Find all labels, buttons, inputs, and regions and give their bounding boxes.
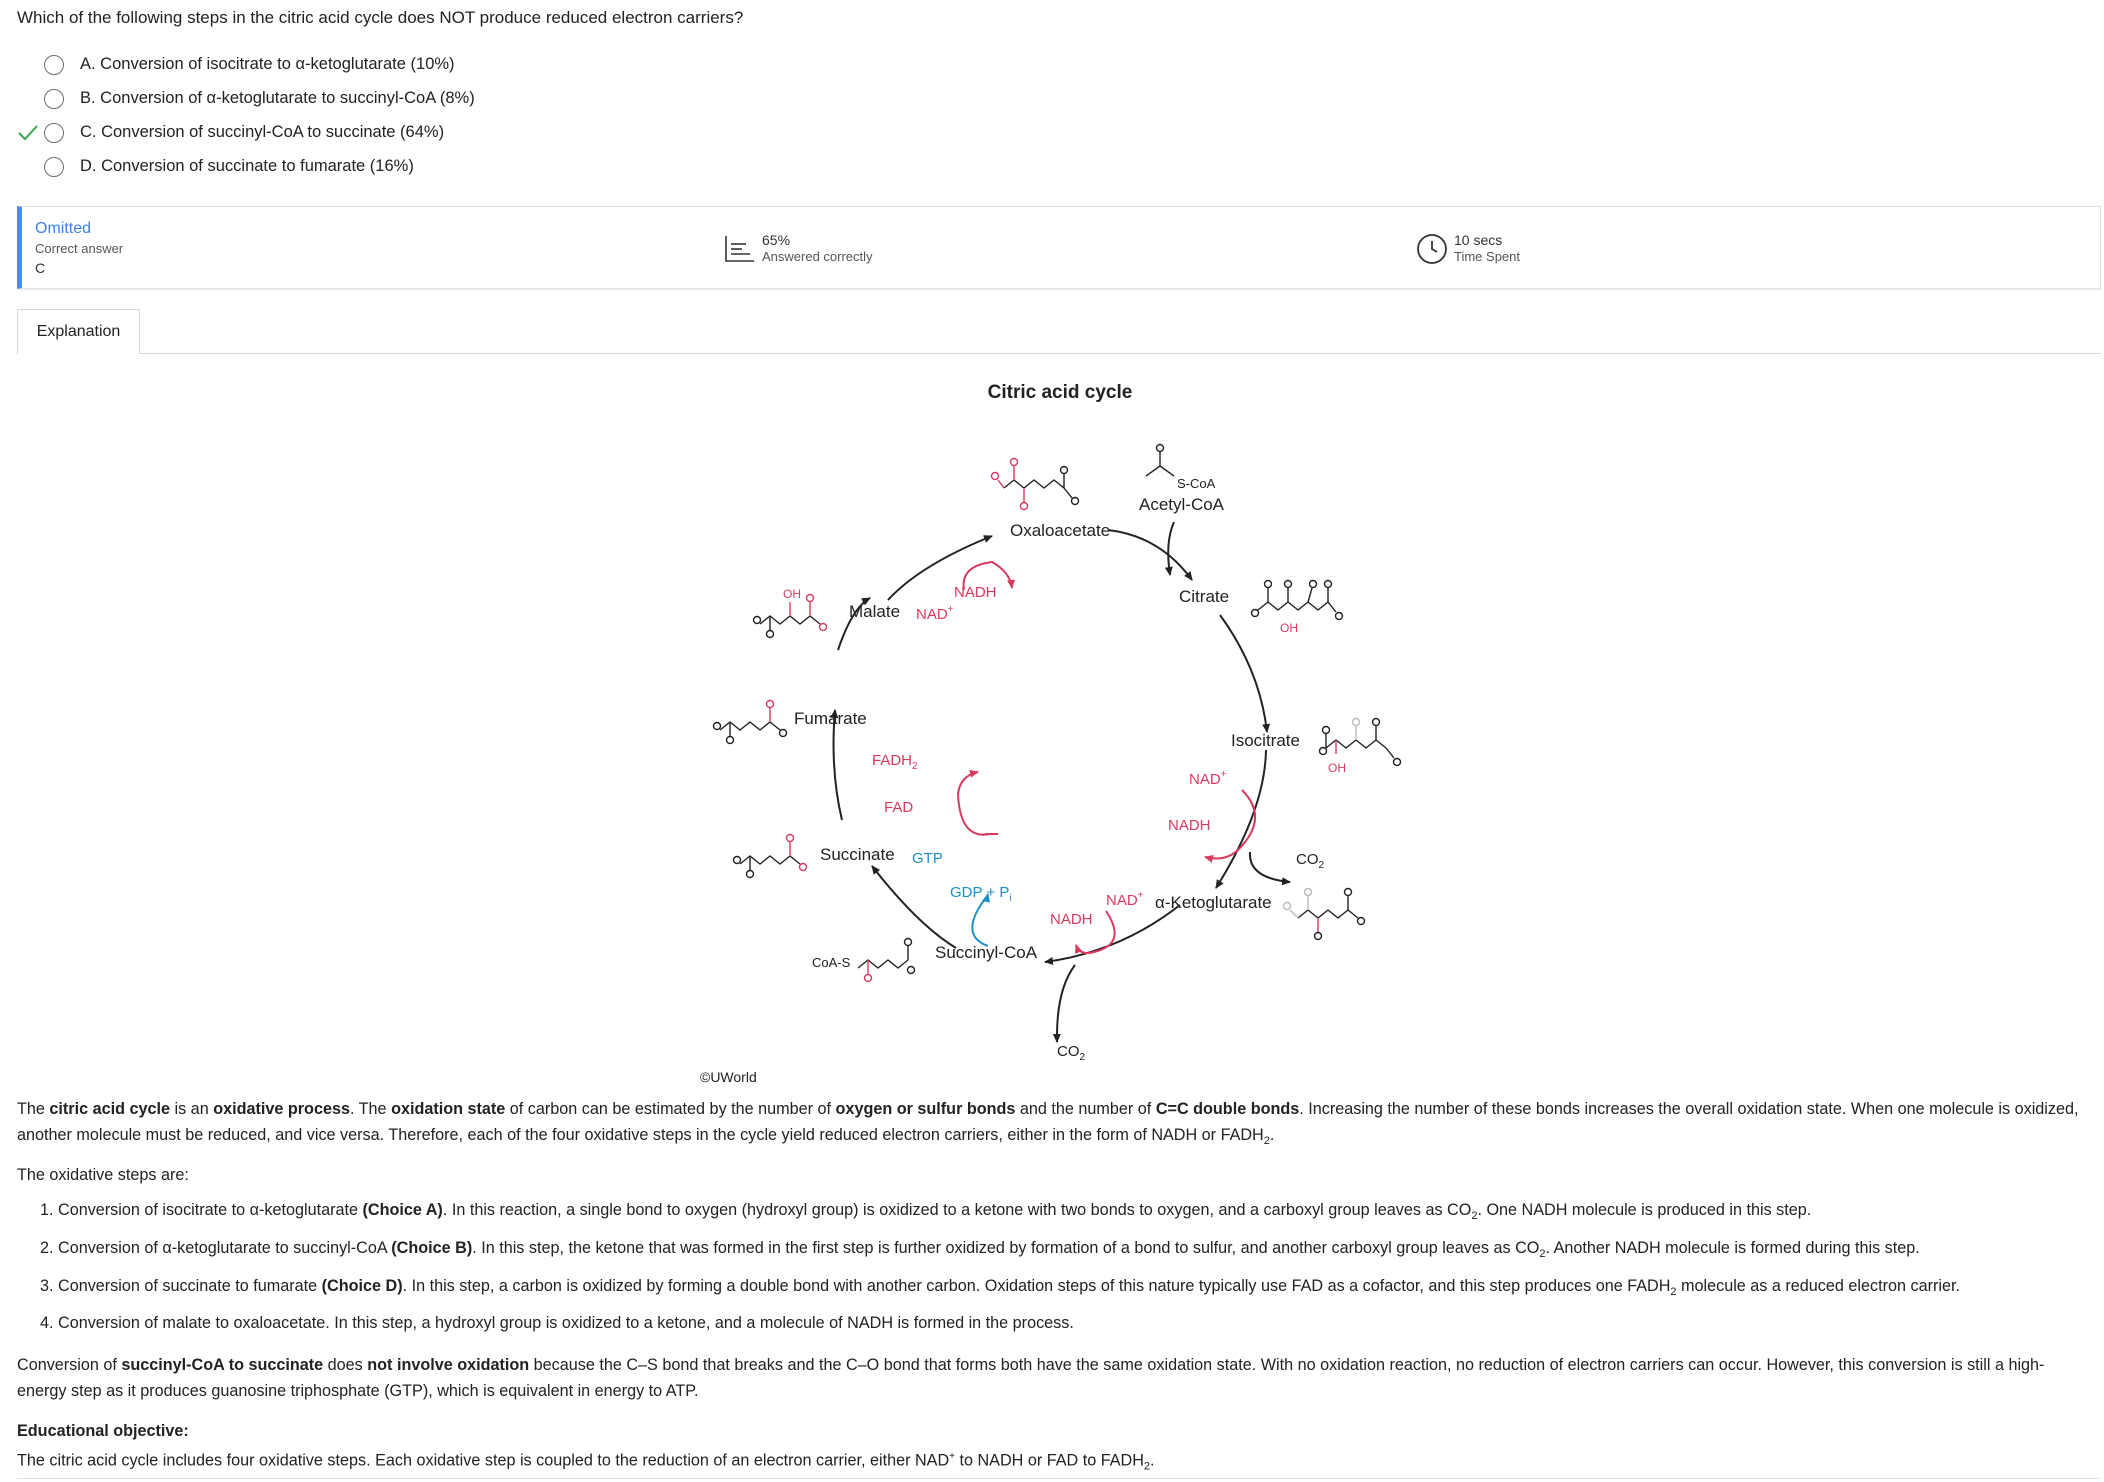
gtp-arrow — [972, 894, 988, 946]
node-alpha-ketoglutarate: α-Ketoglutarate — [1155, 893, 1272, 912]
node-acetyl-coa: Acetyl-CoA — [1139, 495, 1225, 514]
answer-choices — [17, 48, 717, 184]
succinate-structure — [734, 835, 807, 878]
isocitrate-structure — [1320, 719, 1401, 766]
correct-answer-value: C — [35, 260, 46, 276]
s-coa-label: S-CoA — [1177, 476, 1216, 491]
clock-icon — [1416, 233, 1448, 265]
tab-explanation[interactable]: Explanation — [17, 309, 140, 355]
fumarate-structure — [714, 701, 787, 744]
copyright: ©UWorld — [700, 1069, 757, 1085]
radio-button[interactable] — [44, 123, 64, 143]
choice-b[interactable] — [17, 82, 717, 116]
list-item: 2. Conversion of α-ketoglutarate to succinyl-CoA (Choice B). In this step, the ketone that was formed in the first step is further oxidized by formation of a bond to sulfur, and another carboxyl group leaves as $CO_2$. Another NADH molecule is formed during this step. — [40, 1239, 1920, 1261]
choice-label: C. Conversion of succinyl-CoA to succinate (64%) — [80, 123, 445, 141]
nad-label: NAD+ — [1106, 890, 1144, 909]
time-spent-value: 10 secs — [1454, 232, 1503, 248]
checkmark-icon — [17, 122, 39, 144]
co2-label: $CO_2$ — [1296, 851, 1325, 871]
alpha-ketoglutarate-structure — [1284, 889, 1365, 940]
fad-reduction-arrow — [958, 772, 990, 835]
citric-acid-cycle-diagram — [620, 370, 1480, 1090]
list-item: 1. Conversion of isocitrate to α-ketoglutarate (Choice A). In this reaction, a single bond to oxygen (hydroxyl group) is oxidized to a ketone with two bonds to oxygen, and a carboxyl group leaves as $CO_2$. One NADH molecule is produced in this step. — [40, 1201, 1812, 1223]
objective-heading: Educational objective: — [17, 1422, 189, 1440]
acetyl-coa-arrow — [1168, 522, 1174, 575]
percent-correct-value: 65% — [762, 232, 791, 248]
node-fumarate: Fumarate — [794, 709, 867, 728]
choice-label: A. Conversion of isocitrate to α-ketoglutarate (10%) — [80, 55, 455, 73]
radio-button[interactable] — [44, 89, 64, 109]
nad-label: NAD+ — [1189, 769, 1227, 788]
nadh-label: NADH — [954, 584, 997, 601]
divider — [17, 1478, 2101, 1479]
co2-arrow — [1057, 965, 1075, 1042]
node-malate: Malate — [849, 602, 901, 621]
tab-bar — [17, 309, 2101, 354]
choice-label: D. Conversion of succinate to fumarate (16%) — [80, 157, 414, 175]
coa-s-label: CoA-S — [812, 955, 851, 970]
choice-c[interactable] — [17, 116, 717, 150]
oh-label: OH — [1328, 761, 1346, 775]
node-succinate: Succinate — [820, 845, 895, 864]
radio-button[interactable] — [44, 55, 64, 75]
cycle-arrow — [1108, 530, 1192, 580]
succinyl-coa-structure — [858, 939, 915, 982]
objective-text: The citric acid cycle includes four oxidative steps. Each oxidative step is coupled to the reduction of an electron carrier, either NAD+ to NADH or FAD to $FADH_2$. — [17, 1451, 1155, 1473]
oxaloacetate-structure — [992, 459, 1079, 510]
oh-label: OH — [783, 587, 801, 601]
diagram-title: Citric acid cycle — [987, 382, 1133, 403]
choice-a[interactable] — [17, 48, 717, 82]
status-omitted: Omitted — [35, 220, 92, 237]
gdp-label: GDP + $P_i$ — [950, 884, 1012, 904]
node-oxaloacetate: Oxaloacetate — [1010, 521, 1111, 540]
correct-answer-label: Correct answer — [35, 241, 124, 256]
choice-label: B. Conversion of α-ketoglutarate to succinyl-CoA (8%) — [80, 89, 475, 107]
nadh-label: NADH — [1050, 911, 1093, 928]
node-isocitrate: Isocitrate — [1231, 731, 1300, 750]
nad-reduction-arrow — [1205, 790, 1255, 858]
oh-label: OH — [1280, 621, 1298, 635]
explanation-paragraph: The oxidative steps are: — [17, 1166, 189, 1184]
citrate-structure — [1252, 581, 1343, 620]
cycle-arrow — [1220, 615, 1267, 732]
node-citrate: Citrate — [1179, 587, 1230, 606]
co2-label: $CO_2$ — [1057, 1043, 1086, 1063]
choice-d[interactable] — [17, 150, 717, 184]
fad-label: FAD — [884, 799, 914, 816]
nad-label: NAD+ — [916, 604, 954, 623]
question-text: Which of the following steps in the citric acid cycle does NOT produce reduced electron carriers? — [17, 8, 744, 27]
list-item: 3. Conversion of succinate to fumarate (Choice D). In this step, a carbon is oxidized by forming a double bond with another carbon. Oxidation steps of this nature typically use FAD as a cofactor, and this step produces one $FADH_2$ molecule as a reduced electron carrier. — [40, 1277, 1960, 1299]
cycle-arrow — [872, 866, 956, 948]
time-spent-label: Time Spent — [1454, 249, 1520, 264]
percent-correct-label: Answered correctly — [762, 249, 873, 264]
acetyl-coa-structure — [1146, 445, 1174, 477]
list-item: 4. Conversion of malate to oxaloacetate. In this step, a hydroxyl group is oxidized to a ketone, and a molecule of NADH is formed in the process. — [40, 1314, 1074, 1332]
nadh-label: NADH — [1168, 817, 1211, 834]
explanation-paragraph: The citric acid cycle is an oxidative process. The oxidation state of carbon can be estimated by the number of oxygen or sulfur bonds and the number of C=C double bonds. Increasing the number of these bonds increases the overall oxidation state. When one molecule is oxidized, another molecule must be reduced, and vice versa. Therefore, each of the four oxidative steps in the cycle yield reduced electron carriers, either in the form of NADH or $FADH_2$. — [17, 1100, 2079, 1148]
result-stats-panel — [17, 206, 2101, 289]
bar-chart-icon — [724, 235, 756, 263]
node-succinyl-coa: Succinyl-CoA — [935, 943, 1038, 962]
gtp-label: GTP — [912, 850, 943, 867]
explanation-paragraph: Conversion of succinyl-CoA to succinate does not involve oxidation because the C–S bond that breaks and the C–O bond that forms both have the same oxidation state. With no oxidation reaction, no reduction of electron carriers can occur. However, this conversion is still a high-energy step as it produces guanosine triphosphate (GTP), which is equivalent in energy to ATP. — [17, 1356, 2045, 1400]
co2-arrow — [1250, 852, 1290, 882]
fadh2-label: $FADH_2$ — [872, 752, 918, 772]
radio-button[interactable] — [44, 157, 64, 177]
